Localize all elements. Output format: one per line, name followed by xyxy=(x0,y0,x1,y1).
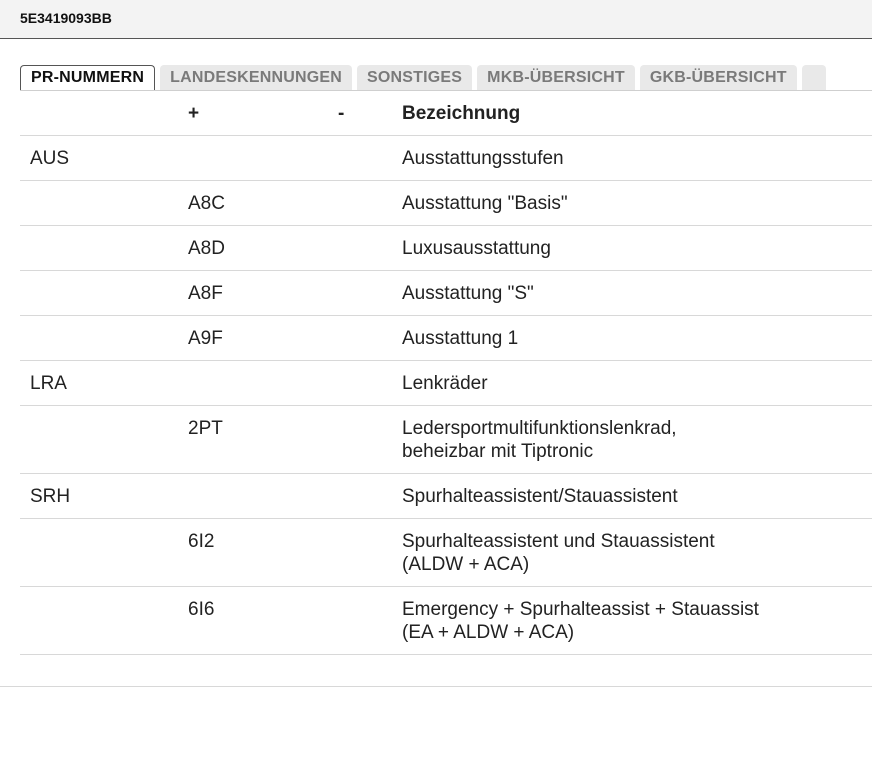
bezeichnung-cell xyxy=(402,316,872,361)
family-cell xyxy=(20,316,188,361)
minus-code-cell xyxy=(338,474,402,519)
minus-code-cell xyxy=(338,271,402,316)
bezeichnung-cell xyxy=(402,406,872,474)
bezeichnung-line: (EA + ALDW + ACA) xyxy=(402,622,575,643)
bezeichnung-line: Emergency + Spurhalteassist + Stauassist xyxy=(402,599,759,620)
plus-code-cell xyxy=(188,474,338,519)
family-cell: SRH xyxy=(20,474,188,519)
family-cell xyxy=(20,587,188,655)
bezeichnung-line: Ausstattung 1 xyxy=(402,328,519,349)
bezeichnung-line: Ausstattung "S" xyxy=(402,283,534,304)
minus-code-cell xyxy=(338,361,402,406)
table-row xyxy=(20,316,872,361)
table-body xyxy=(20,136,872,655)
plus-code-cell: A8F xyxy=(188,271,338,316)
tab-overflow[interactable] xyxy=(802,65,827,91)
family-cell xyxy=(20,226,188,271)
column-header-plus: + xyxy=(188,91,338,136)
table-row xyxy=(20,587,872,655)
table-row xyxy=(20,226,872,271)
bezeichnung-line: Ledersportmultifunktionslenkrad, xyxy=(402,418,677,439)
minus-code-cell xyxy=(338,181,402,226)
tab-mkb-uebersicht[interactable]: MKB-ÜBERSICHT xyxy=(477,65,635,91)
tab-gkb-uebersicht[interactable]: GKB-ÜBERSICHT xyxy=(640,65,797,91)
plus-code-cell: 2PT xyxy=(188,406,338,474)
family-cell xyxy=(20,181,188,226)
bezeichnung-line: Lenkräder xyxy=(402,373,488,394)
minus-code-cell xyxy=(338,226,402,271)
bezeichnung-cell xyxy=(402,587,872,655)
bezeichnung-cell xyxy=(402,519,872,587)
tab-sonstiges[interactable]: SONSTIGES xyxy=(357,65,472,91)
plus-code-cell: A8D xyxy=(188,226,338,271)
family-cell xyxy=(20,271,188,316)
table-row xyxy=(20,519,872,587)
family-cell xyxy=(20,406,188,474)
divider xyxy=(0,686,872,687)
table-row xyxy=(20,474,872,519)
plus-code-cell xyxy=(188,361,338,406)
column-header-family xyxy=(20,91,188,136)
minus-code-cell xyxy=(338,316,402,361)
minus-code-cell xyxy=(338,406,402,474)
plus-code-cell: 6I6 xyxy=(188,587,338,655)
family-cell xyxy=(20,519,188,587)
table-header-row xyxy=(20,91,872,136)
bezeichnung-cell xyxy=(402,271,872,316)
table-row xyxy=(20,136,872,181)
bezeichnung-line: Ausstattung "Basis" xyxy=(402,193,568,214)
bezeichnung-line: Ausstattungsstufen xyxy=(402,148,564,169)
tab-bar xyxy=(20,65,872,91)
table-row xyxy=(20,406,872,474)
part-number-title: 5E3419093BB xyxy=(20,10,112,26)
bezeichnung-line: (ALDW + ACA) xyxy=(402,554,530,575)
family-cell: AUS xyxy=(20,136,188,181)
tab-pr-nummern[interactable]: PR-NUMMERN xyxy=(20,65,155,91)
plus-code-cell: A9F xyxy=(188,316,338,361)
header-bar xyxy=(0,0,872,39)
bezeichnung-cell xyxy=(402,136,872,181)
table-row xyxy=(20,271,872,316)
plus-code-cell: 6I2 xyxy=(188,519,338,587)
bezeichnung-cell xyxy=(402,181,872,226)
bezeichnung-cell xyxy=(402,361,872,406)
bezeichnung-line: Spurhalteassistent und Stauassistent xyxy=(402,531,715,552)
tab-landeskennungen[interactable]: LANDESKENNUNGEN xyxy=(160,65,352,91)
column-header-minus: - xyxy=(338,91,402,136)
bezeichnung-line: Luxusausstattung xyxy=(402,238,551,259)
bezeichnung-cell xyxy=(402,226,872,271)
column-header-bezeichnung: Bezeichnung xyxy=(402,91,872,136)
plus-code-cell: A8C xyxy=(188,181,338,226)
minus-code-cell xyxy=(338,136,402,181)
bezeichnung-cell xyxy=(402,474,872,519)
table-row xyxy=(20,361,872,406)
pr-number-table xyxy=(20,91,872,655)
minus-code-cell xyxy=(338,519,402,587)
minus-code-cell xyxy=(338,587,402,655)
bezeichnung-line: beheizbar mit Tiptronic xyxy=(402,441,594,462)
plus-code-cell xyxy=(188,136,338,181)
family-cell: LRA xyxy=(20,361,188,406)
table-row xyxy=(20,181,872,226)
bezeichnung-line: Spurhalteassistent/Stauassistent xyxy=(402,486,678,507)
